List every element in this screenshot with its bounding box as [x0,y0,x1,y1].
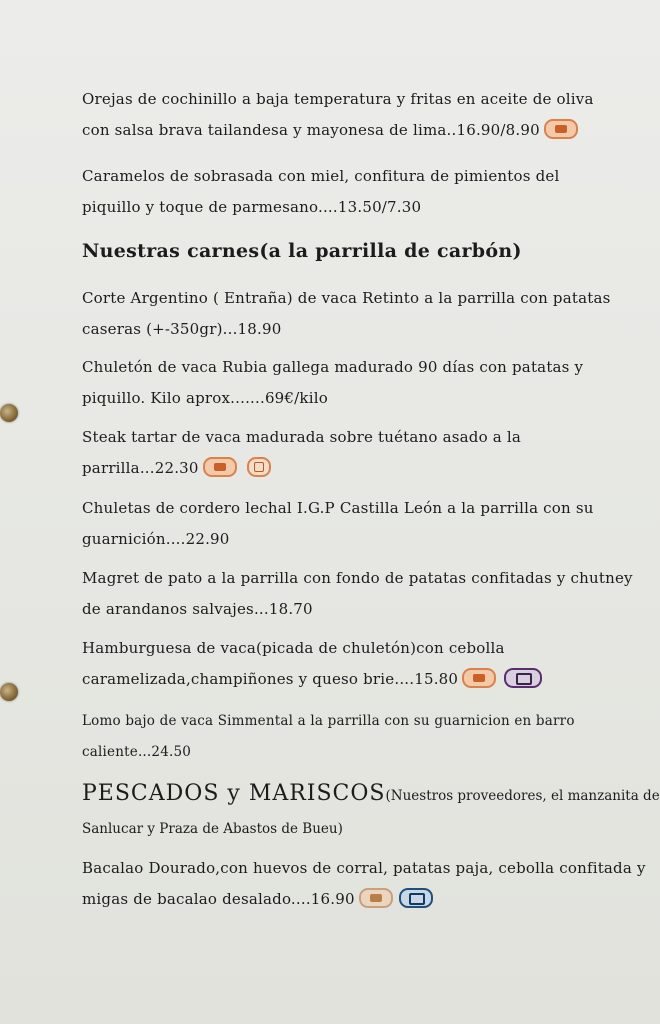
item-description-price: piquillo y toque de parmesano....13.50/7.30 [82,198,422,216]
menu-item-hamburguesa [82,633,642,695]
item-description: Corte Argentino ( Entraña) de vaca Retinto a la parrilla con patatas [82,289,611,307]
item-description-price: de arandanos salvajes...18.70 [82,600,313,618]
menu-item-steak-tartar [82,422,642,484]
item-description: Bacalao Dourado,con huevos de corral, patatas paja, cebolla confitada y [82,859,646,877]
teal-allergen-icon [399,888,433,908]
purple-allergen-icon [504,668,542,688]
menu-item-lomo-bajo [82,706,642,768]
item-description-price: migas de bacalao desalado....16.90 [82,890,355,908]
section-title-fish-main: PESCADOS y MARISCOS [82,781,386,806]
orange-allergen-icon [544,119,578,139]
menu-item-caramelos [82,161,642,223]
binder-hole-bottom [0,683,18,701]
item-description: Magret de pato a la parrilla con fondo de patatas confitadas y chutney [82,569,633,587]
item-description-price: caliente...24.50 [82,744,192,760]
section-title-meats: Nuestras carnes(a la parrilla de carbón) [82,240,522,262]
section-title-fish [82,778,660,845]
item-description-price: caramelizada,champiñones y queso brie....15.80 [82,670,459,688]
item-description: Steak tartar de vaca madurada sobre tuétano asado a la [82,428,522,446]
menu-item-chuletas-cordero [82,493,642,555]
item-description: Orejas de cochinillo a baja temperatura y fritas en aceite de oliva [82,90,594,108]
small-allergen-icon [247,457,271,477]
item-description: Caramelos de sobrasada con miel, confitura de pimientos del [82,167,560,185]
item-description: Chuletas de cordero lechal I.G.P Castilla León a la parrilla con su [82,499,594,517]
item-description-price: con salsa brava tailandesa y mayonesa de lima..16.90/8.90 [82,121,540,139]
menu-item-magret-pato [82,563,642,625]
binder-hole-top [0,404,18,422]
item-description-price: guarnición....22.90 [82,530,230,548]
tan-allergen-icon [359,888,393,908]
item-description: Lomo bajo de vaca Simmental a la parrilla con su guarnicion en barro [82,713,575,729]
item-description-price: caseras (+-350gr)...18.90 [82,320,282,338]
section-title-fish-sub: (Nuestros proveedores, el manzanita de [385,788,660,804]
menu-item-chuleton [82,352,642,414]
menu-item-corte-argentino [82,283,642,345]
item-description-price: piquillo. Kilo aprox.......69€/kilo [82,389,328,407]
item-description: Hamburguesa de vaca(picada de chuletón)con cebolla [82,639,505,657]
section-title-fish-line2: Sanlucar y Praza de Abastos de Bueu) [82,821,343,837]
orange-allergen-icon [203,457,237,477]
orange-allergen-icon [462,668,496,688]
menu-item-bacalao [82,853,646,915]
menu-item-orejas [82,84,642,146]
item-description-price: parrilla...22.30 [82,459,199,477]
item-description: Chuletón de vaca Rubia gallega madurado 90 días con patatas y [82,358,584,376]
